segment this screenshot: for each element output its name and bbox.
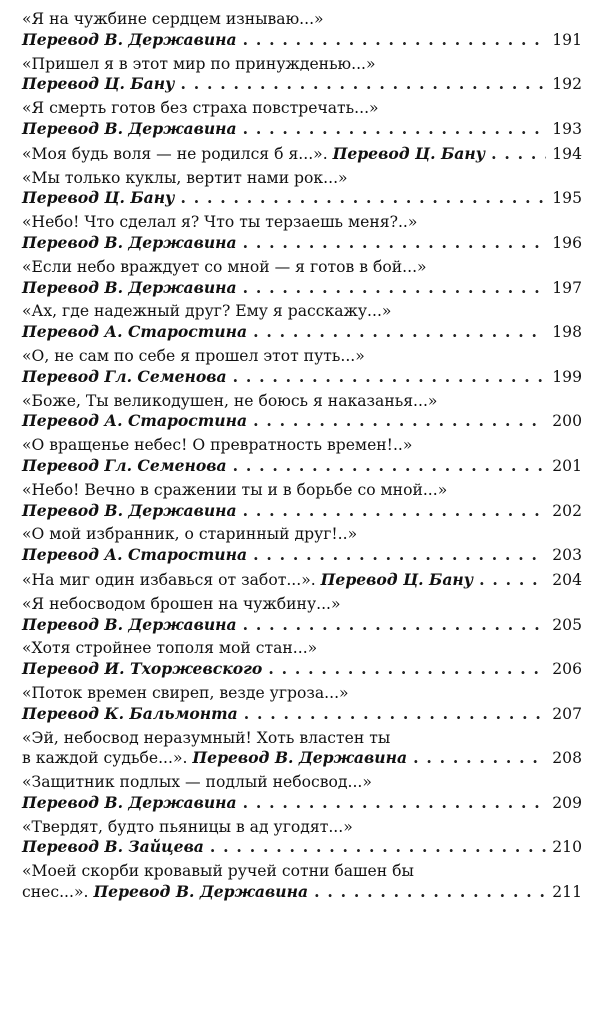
dot-leader: [268, 659, 546, 679]
translator: Перевод В. Державина: [22, 500, 237, 520]
poem-title: «Моя будь воля — не родился б я...».: [22, 144, 328, 163]
toc-entry[interactable]: [22, 862, 582, 903]
poem-title: «Я небосводом брошен на чужбину...»: [22, 594, 341, 613]
single-line-entry: [22, 144, 582, 165]
poem-title-line: [22, 55, 582, 75]
dot-leader: [413, 748, 546, 768]
toc-entry[interactable]: [22, 525, 582, 566]
poem-title: «О, не сам по себе я прошел этот путь...»: [22, 346, 365, 365]
poem-title: «Твердят, будто пьяницы в ад угодят...»: [22, 817, 353, 836]
dot-leader: [243, 119, 546, 139]
toc-entry[interactable]: [22, 818, 582, 859]
poem-title: «О вращенье небес! О превратность времен!..»: [22, 436, 413, 455]
translator: Перевод В. Державина: [22, 277, 237, 297]
page-number[interactable]: 197: [552, 278, 582, 297]
toc-entry[interactable]: [22, 144, 582, 165]
page-number[interactable]: 203: [552, 546, 582, 565]
page-number[interactable]: 200: [552, 412, 582, 431]
toc-entry[interactable]: [22, 684, 582, 725]
poem-title-line: [22, 302, 582, 322]
title-continuation-line: [22, 748, 582, 769]
poem-title: «Пришел я в этот мир по принужденью...»: [22, 54, 376, 73]
poem-title: «Моей скорби кровавый ручей сотни башен бы: [22, 862, 414, 881]
translator: Перевод Гл. Семенова: [22, 455, 227, 475]
poem-title: «Поток времен свиреп, везде угроза...»: [22, 683, 349, 702]
dot-leader: [243, 30, 546, 50]
translator: Перевод В. Державина: [93, 882, 309, 902]
toc-entry[interactable]: [22, 213, 582, 254]
translator: Перевод Ц. Бану: [332, 143, 486, 163]
poem-title: «Ах, где надежный друг? Ему я расскажу...»: [22, 302, 392, 321]
toc-entry[interactable]: [22, 436, 582, 477]
toc-entry[interactable]: [22, 639, 582, 680]
translator: Перевод Ц. Бану: [22, 74, 175, 94]
table-of-contents: [22, 10, 582, 907]
dot-leader: [243, 793, 546, 813]
translator: Перевод А. Старостина: [22, 411, 248, 431]
toc-entry[interactable]: [22, 347, 582, 388]
translator-line: [22, 322, 582, 343]
toc-entry[interactable]: [22, 10, 582, 51]
poem-title-line: [22, 525, 582, 545]
translator: Перевод В. Державина: [22, 232, 237, 252]
page-number[interactable]: 193: [552, 119, 582, 138]
page-number[interactable]: 211: [552, 883, 582, 902]
translator-line: [22, 659, 582, 680]
poem-title: «Небо! Вечно в сражении ты и в борьбе со мной...»: [22, 480, 448, 499]
page-number[interactable]: 202: [552, 501, 582, 520]
poem-title: «Я на чужбине сердцем изнываю...»: [22, 10, 324, 28]
toc-entry[interactable]: [22, 570, 582, 591]
translator-line: [22, 456, 582, 477]
dot-leader: [479, 570, 546, 590]
toc-entry[interactable]: [22, 729, 582, 770]
page-number[interactable]: 198: [552, 323, 582, 342]
page-number[interactable]: 208: [552, 749, 582, 768]
translator: Перевод К. Бальмонта: [22, 703, 238, 723]
poem-title-line: [22, 347, 582, 367]
poem-title: «Защитник подлых — подлый небосвод...»: [22, 773, 372, 792]
poem-title-line: [22, 169, 582, 189]
dot-leader: [244, 704, 546, 724]
translator-line: [22, 188, 582, 209]
poem-title-line: [22, 818, 582, 838]
translator-line: [22, 74, 582, 95]
translator: Перевод В. Державина: [22, 614, 237, 634]
toc-entry[interactable]: [22, 258, 582, 299]
toc-entry[interactable]: [22, 392, 582, 433]
poem-title: «Хотя стройнее тополя мой стан...»: [22, 639, 318, 658]
dot-leader: [243, 615, 546, 635]
poem-title: «Эй, небосвод неразумный! Хоть властен ты: [22, 728, 391, 747]
dot-leader: [243, 501, 546, 521]
page-number[interactable]: 194: [552, 144, 582, 163]
poem-title: «Небо! Что сделал я? Что ты терзаешь меня?..»: [22, 213, 418, 232]
toc-entry[interactable]: [22, 169, 582, 210]
poem-title: «О мой избранник, о старинный друг!..»: [22, 525, 358, 544]
poem-title-line: [22, 481, 582, 501]
translator: Перевод А. Старостина: [22, 545, 248, 565]
translator: Перевод Гл. Семенова: [22, 366, 227, 386]
translator: Перевод В. Державина: [22, 118, 237, 138]
translator-line: [22, 119, 582, 140]
poem-title-line: [22, 862, 582, 882]
toc-entry[interactable]: [22, 595, 582, 636]
translator: Перевод В. Зайцева: [22, 837, 204, 857]
dot-leader: [180, 188, 546, 208]
translator: Перевод В. Державина: [192, 748, 408, 768]
translator-line: [22, 233, 582, 254]
page-number[interactable]: 196: [552, 233, 582, 252]
translator: Перевод Ц. Бану: [320, 569, 474, 589]
translator-line: [22, 545, 582, 566]
toc-entry[interactable]: [22, 99, 582, 140]
translator-line: [22, 367, 582, 388]
translator-line: [22, 793, 582, 814]
poem-title: «Боже, Ты великодушен, не боюсь я наказанья...»: [22, 391, 438, 410]
dot-leader: [253, 545, 546, 565]
poem-title-continued: снес...».: [22, 883, 89, 902]
toc-entry[interactable]: [22, 773, 582, 814]
page-number[interactable]: 199: [552, 367, 582, 386]
translator-line: [22, 837, 582, 858]
page-number[interactable]: 191: [552, 30, 582, 49]
page-number[interactable]: 205: [552, 615, 582, 634]
page-number[interactable]: 206: [552, 660, 582, 679]
page-number[interactable]: 209: [552, 793, 582, 812]
translator-line: [22, 501, 582, 522]
title-continuation-line: [22, 882, 582, 903]
page-number[interactable]: 207: [552, 704, 582, 723]
translator: Перевод А. Старостина: [22, 322, 248, 342]
poem-title-line: [22, 595, 582, 615]
poem-title-line: [22, 436, 582, 456]
dot-leader: [253, 322, 546, 342]
dot-leader: [253, 411, 546, 431]
translator: Перевод В. Державина: [22, 29, 237, 49]
toc-entry[interactable]: [22, 55, 582, 96]
page-number[interactable]: 192: [552, 75, 582, 94]
poem-title-line: [22, 639, 582, 659]
poem-title-line: [22, 99, 582, 119]
poem-title: «Я смерть готов без страха повстречать...»: [22, 99, 379, 118]
translator: Перевод В. Державина: [22, 792, 237, 812]
dot-leader: [233, 367, 546, 387]
poem-title-line: [22, 392, 582, 412]
poem-title-continued: в каждой судьбе...».: [22, 749, 188, 768]
translator-line: [22, 278, 582, 299]
poem-title-line: [22, 10, 582, 30]
translator-line: [22, 30, 582, 51]
dot-leader: [314, 882, 546, 902]
poem-title-line: [22, 684, 582, 704]
poem-title-line: [22, 729, 582, 749]
page-number[interactable]: 204: [552, 570, 582, 589]
dot-leader: [243, 278, 546, 298]
poem-title: «Если небо враждует со мной — я готов в бой...»: [22, 257, 427, 276]
dot-leader: [210, 837, 546, 857]
poem-title-line: [22, 258, 582, 278]
translator-line: [22, 615, 582, 636]
translator-line: [22, 411, 582, 432]
page-number[interactable]: 201: [552, 456, 582, 475]
dot-leader: [233, 456, 546, 476]
page-number[interactable]: 210: [552, 838, 582, 857]
translator: Перевод Ц. Бану: [22, 188, 175, 208]
poem-title-line: [22, 773, 582, 793]
translator-line: [22, 704, 582, 725]
single-line-entry: [22, 570, 582, 591]
translator: Перевод И. Тхоржевского: [22, 659, 263, 679]
poem-title: «На миг один избавься от забот...».: [22, 570, 316, 589]
dot-leader: [243, 233, 546, 253]
poem-title: «Мы только куклы, вертит нами рок...»: [22, 168, 348, 187]
toc-entry[interactable]: [22, 481, 582, 522]
poem-title-line: [22, 213, 582, 233]
dot-leader: [491, 144, 546, 164]
page-number[interactable]: 195: [552, 189, 582, 208]
toc-entry[interactable]: [22, 302, 582, 343]
dot-leader: [180, 74, 546, 94]
